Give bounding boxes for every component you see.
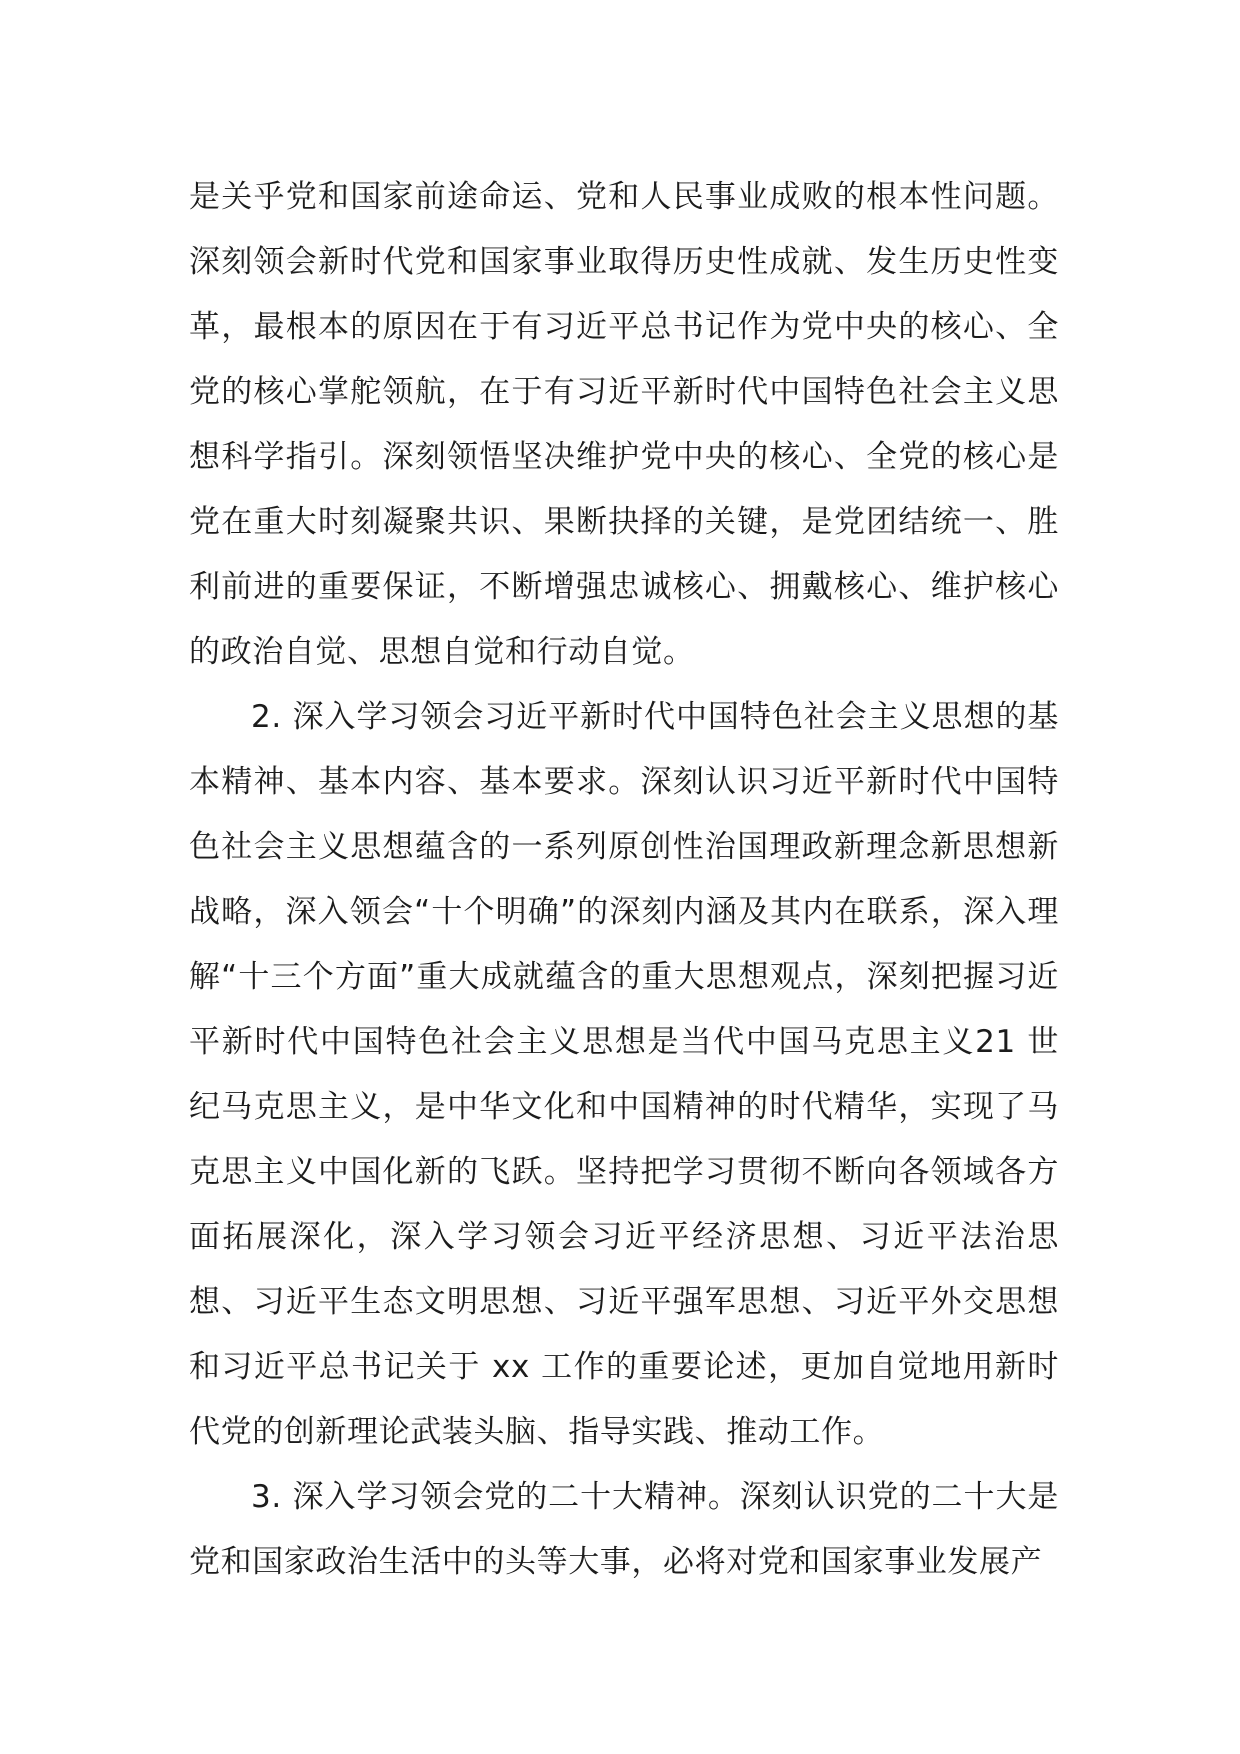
document-page [189, 165, 1059, 1595]
paragraph-item-3: 3. 深入学习领会党的二十大精神。深刻认识党的二十大是党和国家政治生活中的头等大事，必将对党和国家事业发展产 [189, 1479, 1059, 1580]
paragraph-core-leadership: 是关乎党和国家前途命运、党和人民事业成败的根本性问题。深刻领会新时代党和国家事业取得历史性成就、发生历史性变革，最根本的原因在于有习近平总书记作为党中央的核心、全党的核心掌舵领航，在于有习近平新时代中国特色社会主义思想科学指引。深刻领悟坚决维护党中央的核心、全党的核心是党在重大时刻凝聚共识、果断抉择的关键，是党团结统一、胜利前进的重要保证，不断增强忠诚核心、拥戴核心、维护核心的政治自觉、思想自觉和行动自觉。 [189, 179, 1059, 670]
paragraph-item-2: 2. 深入学习领会习近平新时代中国特色社会主义思想的基本精神、基本内容、基本要求。深刻认识习近平新时代中国特色社会主义思想蕴含的一系列原创性治国理政新理念新思想新战略，深入领会“十个明确”的深刻内涵及其内在联系，深入理解“十三个方面”重大成就蕴含的重大思想观点，深刻把握习近平新时代中国特色社会主义思想是当代中国马克思主义21 世纪马克思主义，是中华文化和中国精神的时代精华，实现了马克思主义中国化新的飞跃。坚持把学习贯彻不断向各领域各方面拓展深化，深入学习领会习近平经济思想、习近平法治思想、习近平生态文明思想、习近平强军思想、习近平外交思想和习近平总书记关于 xx 工作的重要论述，更加自觉地用新时代党的创新理论武装头脑、指导实践、推动工作。 [189, 699, 1059, 1450]
